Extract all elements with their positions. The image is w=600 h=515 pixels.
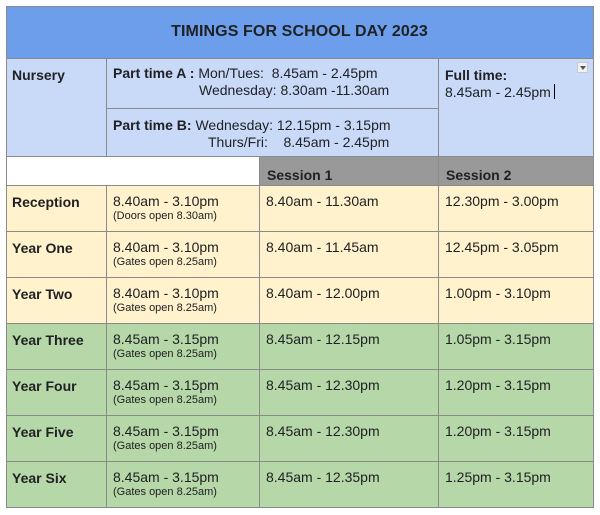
row-label[interactable]: Year Three [6, 324, 107, 370]
school-day-hours: 8.45am - 3.15pm [113, 469, 219, 485]
session-2-cell[interactable]: 1.20pm - 3.15pm [439, 370, 594, 416]
gate-opening-note: (Gates open 8.25am) [113, 348, 217, 360]
header-blank[interactable] [6, 157, 260, 186]
part-time-a-label: Part time A : [113, 65, 195, 81]
part-time-b-label: Part time B: [113, 117, 192, 133]
session-2-cell[interactable]: 1.00pm - 3.10pm [439, 278, 594, 324]
row-label[interactable]: Reception [6, 186, 107, 232]
header-session-2[interactable]: Session 2 [439, 157, 594, 186]
school-day-hours: 8.45am - 3.15pm [113, 423, 219, 439]
row-label[interactable]: Year One [6, 232, 107, 278]
text-cursor [554, 84, 555, 99]
session-1-cell[interactable]: 8.40am - 11.45am [260, 232, 439, 278]
dropdown-arrow-icon[interactable] [577, 62, 588, 73]
school-day-hours: 8.40am - 3.10pm [113, 193, 219, 209]
part-time-b-line2: Thurs/Fri: 8.45am - 2.45pm [208, 134, 390, 150]
full-time-value: 8.45am - 2.45pm [445, 84, 551, 100]
part-time-a-cell[interactable] [107, 59, 439, 109]
table-title[interactable]: TIMINGS FOR SCHOOL DAY 2023 [6, 6, 594, 59]
session-2-cell[interactable]: 1.25pm - 3.15pm [439, 462, 594, 508]
session-1-cell[interactable]: 8.40am - 12.00pm [260, 278, 439, 324]
school-day-cell[interactable] [107, 370, 260, 416]
school-day-hours: 8.45am - 3.15pm [113, 331, 219, 347]
row-label[interactable]: Year Four [6, 370, 107, 416]
session-2-cell[interactable]: 12.30pm - 3.00pm [439, 186, 594, 232]
gate-opening-note: (Gates open 8.25am) [113, 394, 217, 406]
session-1-cell[interactable]: 8.45am - 12.35pm [260, 462, 439, 508]
nursery-label[interactable]: Nursery [6, 59, 107, 157]
school-day-hours: 8.40am - 3.10pm [113, 239, 219, 255]
part-time-a-line1: Mon/Tues: 8.45am - 2.45pm [194, 65, 378, 81]
session-2-cell[interactable]: 1.20pm - 3.15pm [439, 416, 594, 462]
gate-opening-note: (Doors open 8.30am) [113, 210, 217, 222]
gate-opening-note: (Gates open 8.25am) [113, 256, 217, 268]
school-day-hours: 8.45am - 3.15pm [113, 377, 219, 393]
session-1-cell[interactable]: 8.40am - 11.30am [260, 186, 439, 232]
gate-opening-note: (Gates open 8.25am) [113, 302, 217, 314]
row-label[interactable]: Year Two [6, 278, 107, 324]
header-session-1[interactable]: Session 1 [260, 157, 439, 186]
row-label[interactable]: Year Five [6, 416, 107, 462]
school-day-hours: 8.40am - 3.10pm [113, 285, 219, 301]
school-day-cell[interactable] [107, 186, 260, 232]
part-time-b-line1: Wednesday: 12.15pm - 3.15pm [191, 117, 391, 133]
school-day-cell[interactable] [107, 324, 260, 370]
school-day-cell[interactable] [107, 278, 260, 324]
school-day-cell[interactable] [107, 462, 260, 508]
session-1-cell[interactable]: 8.45am - 12.15pm [260, 324, 439, 370]
session-1-cell[interactable]: 8.45am - 12.30pm [260, 370, 439, 416]
full-time-label: Full time: [445, 67, 508, 83]
session-2-cell[interactable]: 12.45pm - 3.05pm [439, 232, 594, 278]
session-1-cell[interactable]: 8.45am - 12.30pm [260, 416, 439, 462]
gate-opening-note: (Gates open 8.25am) [113, 486, 217, 498]
school-day-cell[interactable] [107, 416, 260, 462]
part-time-a-line2: Wednesday: 8.30am -11.30am [199, 82, 390, 98]
school-day-cell[interactable] [107, 232, 260, 278]
row-label[interactable]: Year Six [6, 462, 107, 508]
part-time-b-cell[interactable] [107, 109, 439, 157]
full-time-cell[interactable] [439, 59, 594, 157]
gate-opening-note: (Gates open 8.25am) [113, 440, 217, 452]
session-2-cell[interactable]: 1.05pm - 3.15pm [439, 324, 594, 370]
